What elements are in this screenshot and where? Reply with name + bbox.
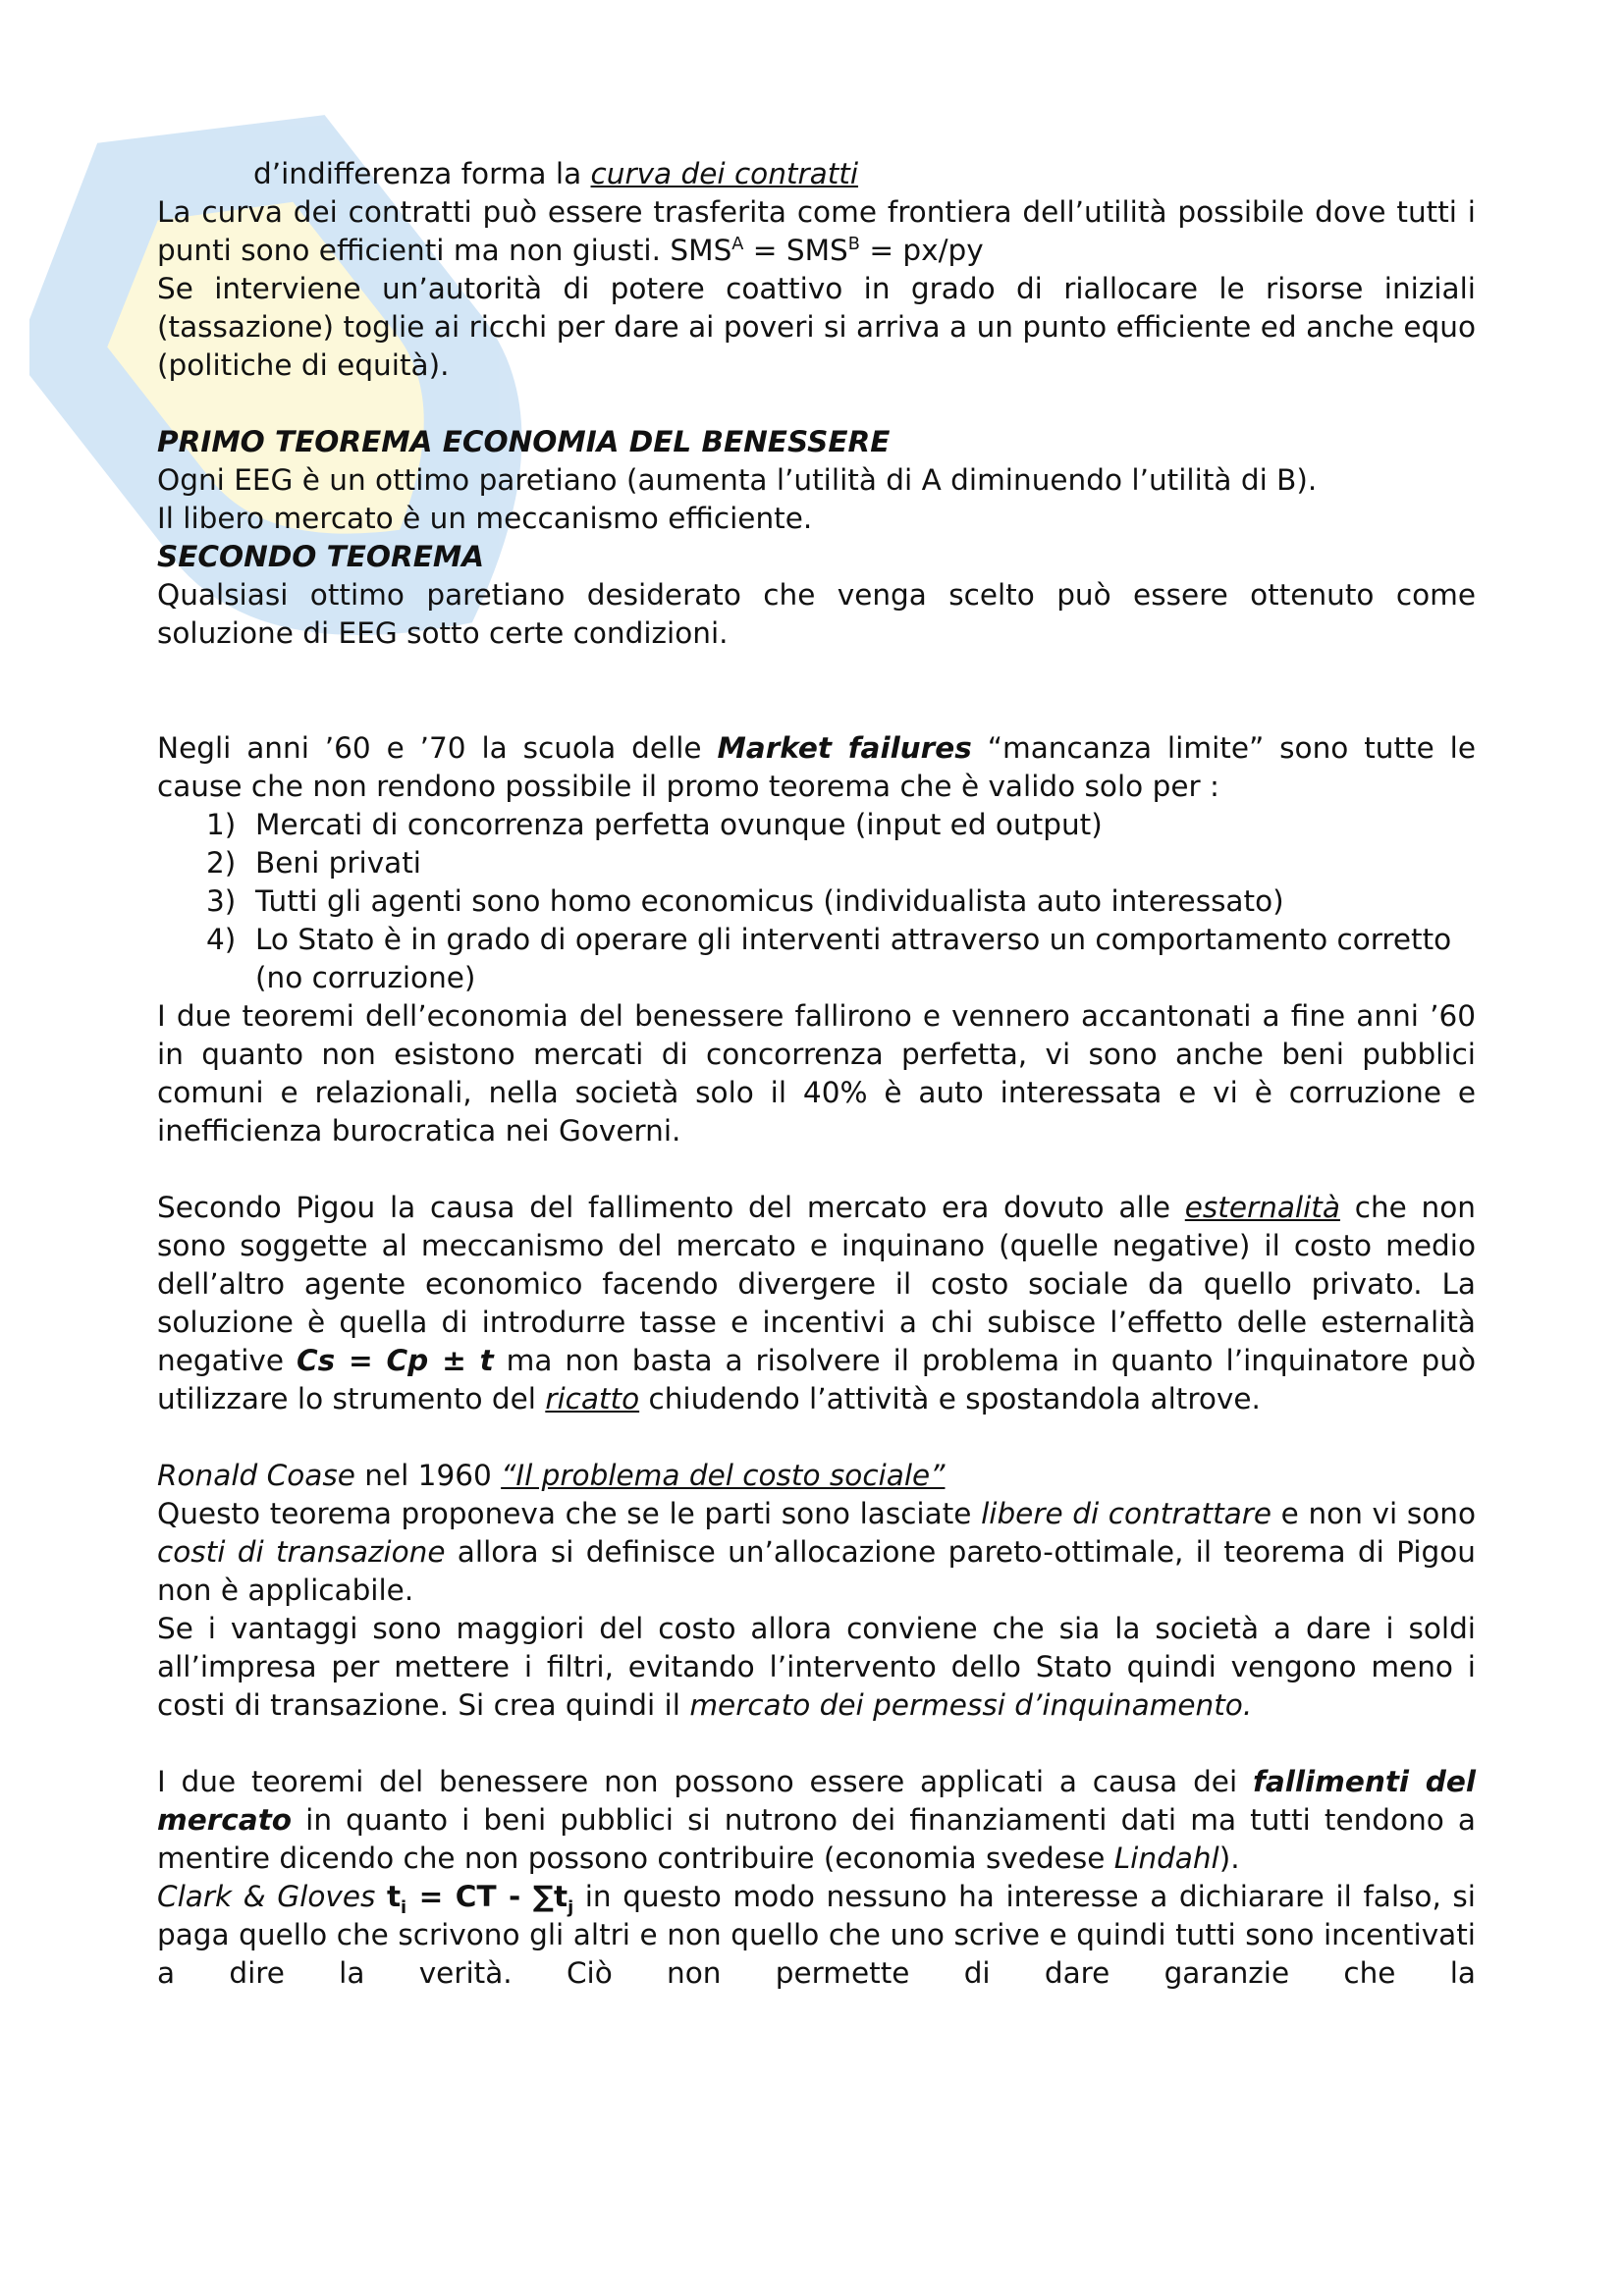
text: allora si definisce un’allocazione pareto-ottimale, il teorema di Pigou non è applicabile. (157, 1535, 1476, 1607)
paragraph (157, 1610, 1476, 1725)
paragraph (157, 155, 1476, 193)
paragraph (157, 1457, 1476, 1495)
paragraph: Il libero mercato è un meccanismo efficiente. (157, 502, 813, 535)
paragraph (157, 1495, 1476, 1610)
text: ). (1218, 1842, 1240, 1875)
numbered-list (157, 806, 1476, 997)
term-fallimenti-del-mercato: fallimenti del mercato (157, 1765, 1477, 1837)
text: Secondo Pigou la causa del fallimento del mercato era dovuto alle (157, 1191, 1185, 1224)
text: in quanto i beni pubblici si nutrono dei finanziamenti dati ma tutti tendono a mentire dicendo che non possono contribuire (economia svedese (157, 1803, 1476, 1875)
paragraph (157, 729, 1476, 806)
superscript: B (847, 235, 860, 255)
text: ma non basta a risolvere il problema in quanto l’inquinatore può utilizzare lo strumento del (157, 1344, 1477, 1415)
list-text: Tutti gli agenti sono homo economicus (individualista auto interessato) (255, 884, 1284, 918)
list-number: 3) (206, 884, 237, 918)
term-market-failures: Market failures (717, 731, 972, 765)
text: in questo modo nessuno ha interesse a dichiarare il falso, si paga quello che scrivono gli altri e non quello che uno scrive e quindi tutti sono incentivati a dire la verità. Ciò non permette di dare garanzie che la (157, 1880, 1476, 1990)
list-item (157, 882, 1476, 921)
text: I due teoremi del benessere non possono essere applicati a causa dei (157, 1765, 1253, 1798)
term-esternalita: esternalità (1184, 1191, 1340, 1224)
list-item (157, 806, 1476, 844)
formula: Cs = Cp ± t (296, 1344, 494, 1377)
text: che non sono soggette al meccanismo del mercato e inquinano (quelle negative) il costo medio dell’altro agente economico facendo divergere il costo sociale da quello privato. La soluzione è quella di introdurre tasse e incentivi a chi subisce l’effetto delle esternalità negative (157, 1191, 1476, 1377)
text: nel 1960 (354, 1459, 502, 1492)
term-curva-dei-contratti: curva dei contratti (590, 157, 859, 190)
subscript: j (568, 1897, 574, 1918)
document-body (157, 155, 1476, 1993)
term: libere di contrattare (981, 1497, 1272, 1530)
text: Questo teorema proponeva che se le parti sono lasciate (157, 1497, 982, 1530)
text: La curva dei contratti può essere trasferita come frontiera dell’utilità possibile dove tutti i punti sono efficienti ma non giusti. SMS (157, 195, 1476, 267)
subscript: i (401, 1897, 407, 1918)
list-text: Beni privati (255, 846, 422, 880)
formula: t (386, 1880, 402, 1913)
formula: = CT - ∑t (406, 1880, 568, 1913)
author-name: Ronald Coase (157, 1459, 355, 1492)
list-text: Lo Stato è in grado di operare gli interventi attraverso un comportamento corretto (no corruzione) (255, 923, 1452, 994)
heading-secondo-teorema: SECONDO TEOREMA (157, 540, 485, 573)
text: = px/py (859, 234, 984, 267)
paragraph (157, 1878, 1476, 1993)
text: Se i vantaggi sono maggiori del costo allora conviene che sia la società a dare i soldi all’impresa per mettere i filtri, evitando l’intervento dello Stato quindi vengono meno i costi di transazione. Si crea quindi il (157, 1612, 1476, 1722)
superscript: A (731, 235, 744, 255)
text: “mancanza limite” sono tutte le cause che non rendono possibile il promo teorema che è valido solo per : (157, 731, 1476, 803)
text: e non vi sono (1271, 1497, 1477, 1530)
list-text: Mercati di concorrenza perfetta ovunque (input ed output) (255, 808, 1103, 841)
paragraph (157, 193, 1476, 270)
list-item (157, 844, 1476, 882)
text: d’indifferenza forma la (253, 157, 591, 190)
work-title: “Il problema del costo sociale” (501, 1459, 946, 1492)
text: Negli anni ’60 e ’70 la scuola delle (157, 731, 718, 765)
paragraph: Se interviene un’autorità di potere coattivo in grado di riallocare le risorse iniziali (tassazione) toglie ai ricchi per dare ai poveri si arriva a un punto efficiente ed anche equo (politiche di equità). (157, 272, 1476, 382)
text: chiudendo l’attività e spostandola altrove. (639, 1382, 1261, 1415)
list-item (157, 921, 1476, 997)
term-ricatto: ricatto (545, 1382, 640, 1415)
list-number: 2) (206, 846, 237, 880)
paragraph: I due teoremi dell’economia del benessere fallirono e vennero accantonati a fine anni ’60 in quanto non esistono mercati di concorrenza perfetta, vi sono anche beni pubblici comuni e relazionali, nella società solo il 40% è auto interessata e vi è corruzione e inefficienza burocratica nei Governi. (157, 999, 1476, 1148)
text (375, 1880, 387, 1913)
author-name: Clark & Gloves (157, 1880, 376, 1913)
author-name: Lindahl (1113, 1842, 1219, 1875)
heading-primo-teorema: PRIMO TEOREMA ECONOMIA DEL BENESSERE (157, 425, 891, 458)
paragraph: Qualsiasi ottimo paretiano desiderato che venga scelto può essere ottenuto come soluzione di EEG sotto certe condizioni. (157, 578, 1476, 650)
text: = SMS (743, 234, 848, 267)
list-number: 4) (206, 923, 237, 956)
term: mercato dei permessi d’inquinamento. (689, 1688, 1253, 1722)
paragraph: Ogni EEG è un ottimo paretiano (aumenta l’utilità di A diminuendo l’utilità di B). (157, 463, 1318, 497)
list-number: 1) (206, 808, 237, 841)
term: costi di transazione (157, 1535, 446, 1569)
paragraph (157, 1189, 1476, 1418)
paragraph (157, 1763, 1476, 1878)
